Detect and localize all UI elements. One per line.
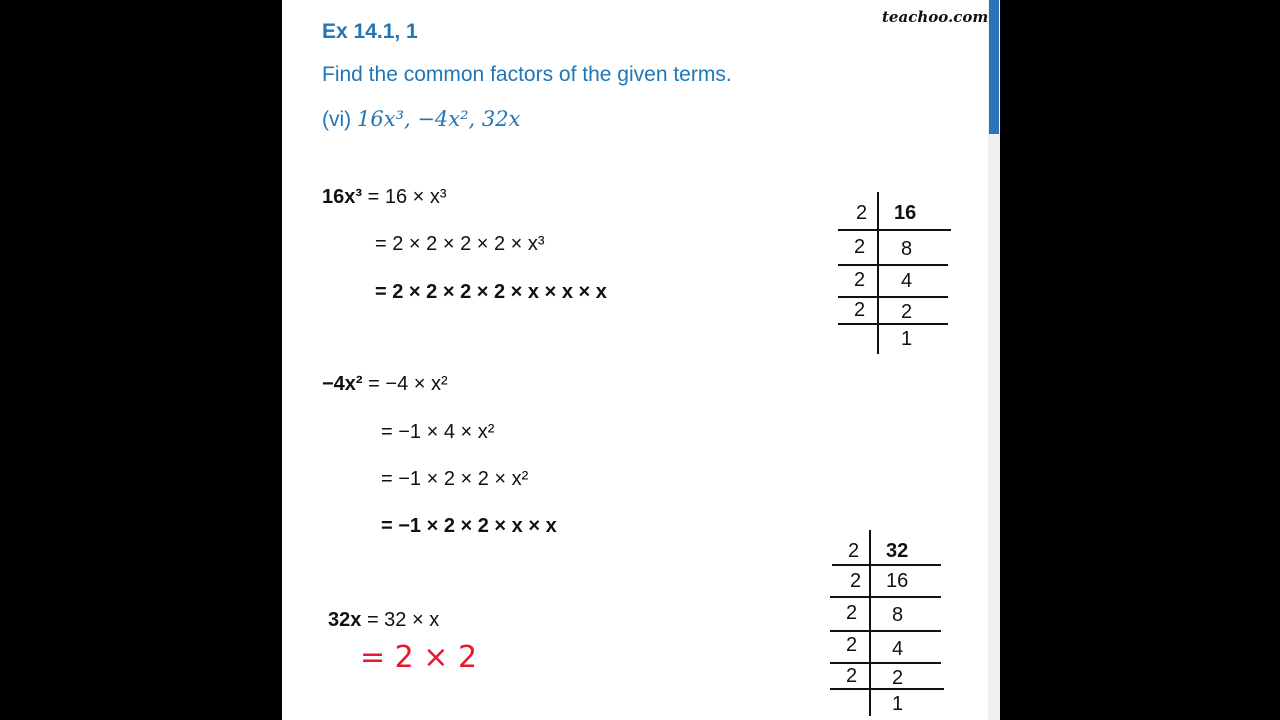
divisor: 2 <box>850 570 862 592</box>
quotient: 4 <box>892 638 904 660</box>
divisor: 2 <box>856 202 868 224</box>
divider-row <box>832 564 941 566</box>
term1-name: 16x³ <box>322 186 363 208</box>
quotient: 1 <box>892 693 904 715</box>
divider-row <box>830 662 941 664</box>
quotient: 8 <box>901 238 913 260</box>
divisor: 2 <box>854 236 866 258</box>
term1-line3: = 2 × 2 × 2 × 2 × x × x × x <box>375 281 607 303</box>
divider-row <box>830 596 941 598</box>
term1-eq1: = 16 × x³ <box>367 186 447 208</box>
part-label: (vi) <box>322 108 352 131</box>
lesson-page <box>282 0 988 720</box>
divider-row <box>830 630 941 632</box>
quotient: 4 <box>901 270 913 292</box>
handwritten-annotation: = 2 × 2 <box>360 640 478 675</box>
divider-vertical <box>877 192 879 354</box>
term3-line1 <box>328 609 439 632</box>
quotient: 2 <box>901 301 913 323</box>
term2-eq1: = −4 × x² <box>368 373 448 395</box>
divisor: 2 <box>846 602 858 624</box>
scrollbar-thumb[interactable] <box>989 0 999 134</box>
division-table-16 <box>836 192 956 354</box>
quotient: 1 <box>901 328 913 350</box>
divider-row <box>830 688 944 690</box>
divisor: 2 <box>854 299 866 321</box>
quotient: 2 <box>892 667 904 689</box>
term2-line4: = −1 × 2 × 2 × x × x <box>381 515 557 537</box>
question-part <box>322 107 520 132</box>
quotient: 8 <box>892 604 904 626</box>
term2-name: −4x² <box>322 373 363 395</box>
term2-line3: = −1 × 2 × 2 × x² <box>381 468 529 490</box>
divider-row <box>838 296 948 298</box>
division-table-32 <box>828 530 948 716</box>
divider-row <box>838 229 951 231</box>
teachoo-logo: teachoo.com <box>882 8 989 26</box>
divisor: 2 <box>854 269 866 291</box>
divider-row <box>838 323 948 325</box>
term2-line1 <box>322 373 448 396</box>
exercise-title: Ex 14.1, 1 <box>322 20 418 43</box>
divisor: 2 <box>848 540 860 562</box>
divisor: 2 <box>846 634 858 656</box>
divisor: 2 <box>846 665 858 687</box>
quotient: 16 <box>894 202 917 224</box>
quotient: 32 <box>886 540 909 562</box>
term3-name: 32x <box>328 609 362 631</box>
quotient: 16 <box>886 570 909 592</box>
term2-line2: = −1 × 4 × x² <box>381 421 495 443</box>
term1-line1 <box>322 186 447 209</box>
question-text: Find the common factors of the given terms. <box>322 63 732 86</box>
vertical-scrollbar[interactable] <box>988 0 1000 720</box>
term3-eq1: = 32 × x <box>366 609 440 631</box>
part-terms: 16x³, −4x², 32x <box>357 107 521 131</box>
term1-line2: = 2 × 2 × 2 × 2 × x³ <box>375 233 545 255</box>
divider-row <box>838 264 948 266</box>
